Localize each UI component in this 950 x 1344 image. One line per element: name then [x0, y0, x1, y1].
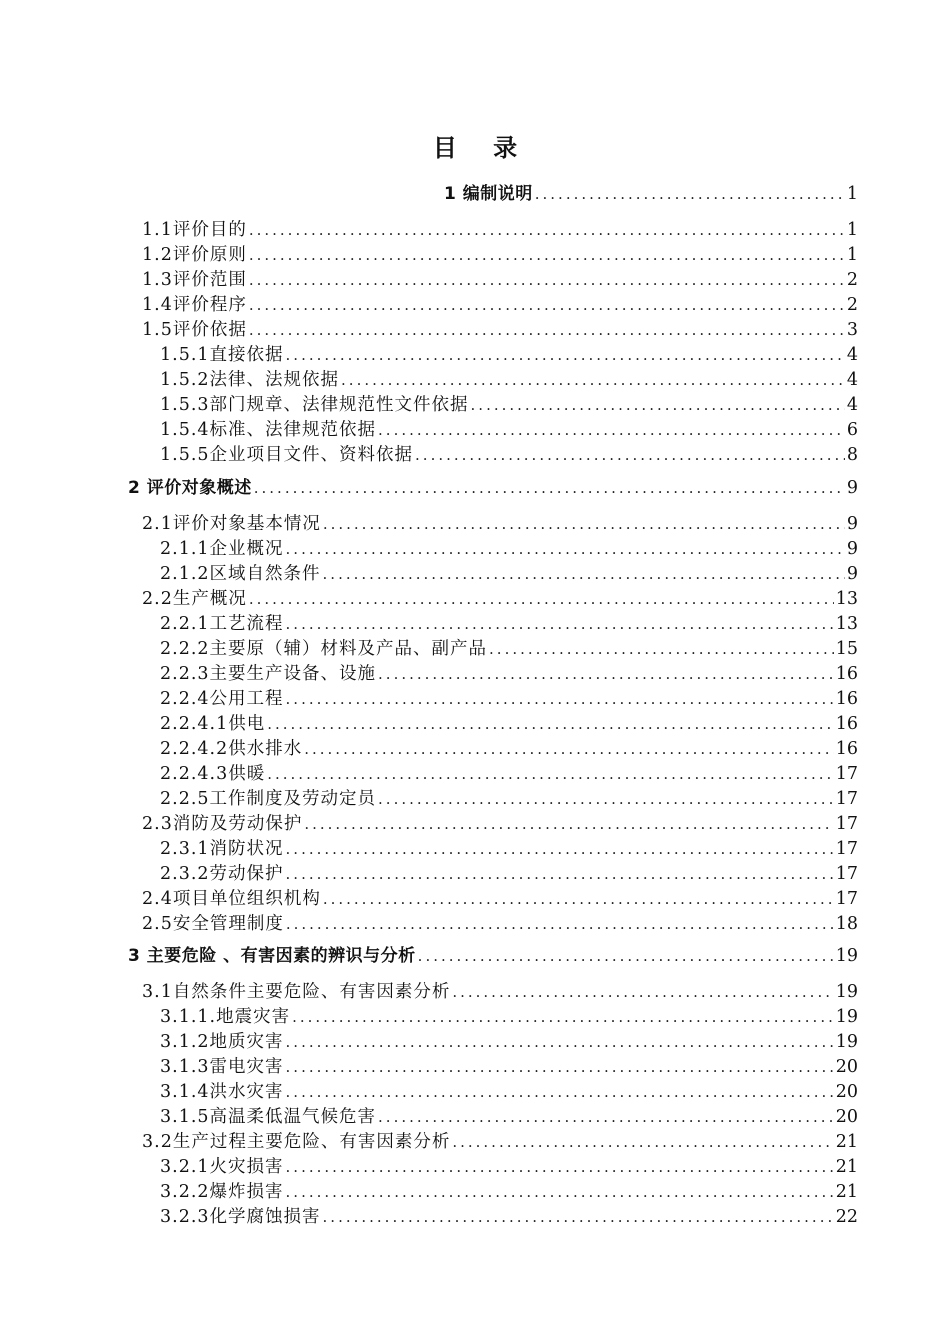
toc-entry[interactable] — [160, 1030, 858, 1054]
toc-entry-title: 1.5.3部门规章、法律规范性文件依据 — [160, 395, 469, 415]
toc-entry-title: 1.2评价原则 — [142, 245, 247, 265]
toc-entry[interactable] — [160, 1005, 858, 1029]
toc-entry-title: 3.1.1.地震灾害 — [160, 1007, 291, 1027]
toc-page-number: 8 — [846, 445, 858, 465]
toc-leader-dots — [304, 812, 833, 836]
toc-leader-dots — [378, 418, 845, 442]
toc-entry-title: 1.1评价目的 — [142, 220, 247, 240]
toc-page-number: 20 — [835, 1082, 858, 1102]
toc-leader-dots — [249, 587, 834, 611]
toc-entry-title: 1.5评价依据 — [142, 320, 247, 340]
toc-entry[interactable] — [160, 687, 858, 711]
toc-leader-dots — [323, 887, 834, 911]
toc-leader-dots — [286, 1055, 834, 1079]
toc-entry-title: 3.1.3雷电灾害 — [160, 1057, 284, 1077]
toc-page-number: 22 — [835, 1207, 858, 1227]
toc-page-number: 4 — [846, 395, 858, 415]
toc-entry-title: 2.5安全管理制度 — [142, 914, 284, 934]
toc-page-number: 1 — [846, 245, 858, 265]
toc-entry[interactable] — [142, 912, 858, 936]
toc-chapter-entry[interactable] — [128, 944, 858, 968]
toc-leader-dots — [292, 1005, 834, 1029]
toc-page-number: 16 — [835, 689, 858, 709]
toc-leader-dots — [249, 293, 845, 317]
toc-entry[interactable] — [160, 787, 858, 811]
toc-page-number: 3 — [846, 320, 858, 340]
toc-leader-dots — [415, 443, 845, 467]
toc-page-number: 1 — [846, 220, 858, 240]
toc-leader-dots — [249, 243, 845, 267]
toc-entry[interactable] — [160, 443, 858, 467]
toc-leader-dots — [452, 1130, 833, 1154]
toc-entry[interactable] — [160, 343, 858, 367]
toc-leader-dots — [286, 537, 845, 561]
toc-entry[interactable] — [160, 562, 858, 586]
toc-leader-dots — [341, 368, 845, 392]
toc-entry[interactable] — [142, 1130, 858, 1154]
toc-entry[interactable] — [160, 1180, 858, 1204]
toc-entry-title: 2.2.4.3供暖 — [160, 764, 266, 784]
toc-page-number: 13 — [835, 589, 858, 609]
toc-entry-title: 2.4项目单位组织机构 — [142, 889, 321, 909]
toc-leader-dots — [452, 980, 833, 1004]
toc-entry-title: 2.2.3主要生产设备、设施 — [160, 664, 377, 684]
toc-page-number: 21 — [835, 1157, 858, 1177]
toc-page-number: 18 — [835, 914, 858, 934]
toc-entry[interactable] — [142, 318, 858, 342]
toc-entry[interactable] — [160, 1080, 858, 1104]
toc-leader-dots — [378, 1105, 834, 1129]
toc-leader-dots — [286, 862, 834, 886]
toc-leader-dots — [323, 512, 845, 536]
toc-entry-title: 2.2.2主要原（辅）材料及产品、副产品 — [160, 639, 488, 659]
toc-entry[interactable] — [142, 980, 858, 1004]
toc-entry-title: 3.2生产过程主要危险、有害因素分析 — [142, 1132, 451, 1152]
toc-leader-dots — [304, 737, 833, 761]
toc-entry[interactable] — [160, 1155, 858, 1179]
toc-entry[interactable] — [160, 837, 858, 861]
toc-entry[interactable] — [160, 368, 858, 392]
toc-entry-title: 3.1.2地质灾害 — [160, 1032, 284, 1052]
toc-entry-title: 2.1评价对象基本情况 — [142, 514, 321, 534]
toc-entry[interactable] — [160, 862, 858, 886]
toc-entry[interactable] — [160, 762, 858, 786]
toc-entry-title: 1 编制说明 — [444, 184, 533, 204]
toc-page-number: 21 — [835, 1132, 858, 1152]
toc-entry[interactable] — [160, 637, 858, 661]
toc-entry-title: 1.5.1直接依据 — [160, 345, 284, 365]
toc-leader-dots — [378, 787, 834, 811]
toc-page-number: 17 — [835, 889, 858, 909]
toc-leader-dots — [535, 182, 845, 206]
toc-leader-dots — [471, 393, 845, 417]
toc-entry-title: 1.4评价程序 — [142, 295, 247, 315]
toc-entry[interactable] — [160, 1055, 858, 1079]
toc-entry[interactable] — [160, 1205, 858, 1229]
toc-leader-dots — [286, 912, 834, 936]
toc-leader-dots — [323, 562, 845, 586]
toc-entry-title: 2.2.1工艺流程 — [160, 614, 284, 634]
toc-entry[interactable] — [142, 587, 858, 611]
toc-entry[interactable] — [160, 612, 858, 636]
toc-entry[interactable] — [142, 268, 858, 292]
toc-entry-title: 2.3.2劳动保护 — [160, 864, 284, 884]
toc-leader-dots — [254, 476, 845, 500]
toc-entry-title: 2.2.5工作制度及劳动定员 — [160, 789, 377, 809]
toc-page-number: 21 — [835, 1182, 858, 1202]
toc-page-number: 2 — [846, 295, 858, 315]
toc-page-number: 19 — [835, 982, 858, 1002]
toc-leader-dots — [286, 612, 834, 636]
toc-page-number: 9 — [846, 478, 858, 498]
toc-leader-dots — [286, 1030, 834, 1054]
toc-page-number: 16 — [835, 739, 858, 759]
toc-entry-title: 3.2.1火灾损害 — [160, 1157, 284, 1177]
toc-entry-title: 3.1.5高温柔低温气候危害 — [160, 1107, 377, 1127]
toc-entry-title: 1.5.4标准、法律规范依据 — [160, 420, 377, 440]
toc-page-number: 6 — [846, 420, 858, 440]
toc-entry-title: 3.2.2爆炸损害 — [160, 1182, 284, 1202]
toc-entry[interactable] — [160, 1105, 858, 1129]
toc-page-number: 9 — [846, 539, 858, 559]
toc-page-number: 19 — [835, 1032, 858, 1052]
toc-entry-title: 1.5.5企业项目文件、资料依据 — [160, 445, 414, 465]
toc-page-number: 1 — [846, 184, 858, 204]
toc-entry[interactable] — [160, 662, 858, 686]
toc-entry-title: 3 主要危险 、有害因素的辨识与分析 — [128, 946, 416, 966]
toc-chapter-entry[interactable] — [128, 476, 858, 500]
toc-page-number: 17 — [835, 764, 858, 784]
toc-entry-title: 2.1.2区域自然条件 — [160, 564, 321, 584]
toc-page-number: 9 — [846, 514, 858, 534]
toc-page-number: 20 — [835, 1107, 858, 1127]
toc-page-number: 16 — [835, 714, 858, 734]
toc-leader-dots — [378, 662, 834, 686]
toc-page-number: 9 — [846, 564, 858, 584]
toc-entry-title: 2.2.4.1供电 — [160, 714, 266, 734]
toc-entry-title: 2.1.1企业概况 — [160, 539, 284, 559]
toc-entry[interactable] — [160, 418, 858, 442]
toc-page-number: 19 — [835, 1007, 858, 1027]
toc-entry-title: 2.2生产概况 — [142, 589, 247, 609]
toc-page-number: 15 — [835, 639, 858, 659]
toc-entry-title: 2 评价对象概述 — [128, 478, 252, 498]
toc-entry[interactable] — [142, 887, 858, 911]
toc-leader-dots — [489, 637, 834, 661]
toc-leader-dots — [286, 837, 834, 861]
toc-entry[interactable] — [142, 512, 858, 536]
toc-entry-title: 3.1自然条件主要危险、有害因素分析 — [142, 982, 451, 1002]
toc-entry-title: 2.3.1消防状况 — [160, 839, 284, 859]
toc-leader-dots — [323, 1205, 834, 1229]
toc-entry[interactable] — [142, 293, 858, 317]
toc-entry-title: 1.3评价范围 — [142, 270, 247, 290]
toc-leader-dots — [249, 268, 845, 292]
toc-page-number: 17 — [835, 864, 858, 884]
toc-page-number: 20 — [835, 1057, 858, 1077]
toc-leader-dots — [249, 218, 845, 242]
toc-entry-title: 1.5.2法律、法规依据 — [160, 370, 340, 390]
toc-leader-dots — [286, 1180, 834, 1204]
toc-page-number: 2 — [846, 270, 858, 290]
toc-entry-title: 3.1.4洪水灾害 — [160, 1082, 284, 1102]
toc-leader-dots — [418, 944, 834, 968]
toc-leader-dots — [286, 1080, 834, 1104]
toc-entry[interactable] — [142, 218, 858, 242]
toc-page-number: 17 — [835, 789, 858, 809]
toc-entry[interactable] — [160, 537, 858, 561]
toc-page-number: 19 — [835, 946, 858, 966]
toc-page-number: 17 — [835, 839, 858, 859]
toc-page-number: 4 — [846, 370, 858, 390]
toc-entry[interactable] — [160, 712, 858, 736]
toc-entry-title: 3.2.3化学腐蚀损害 — [160, 1207, 321, 1227]
toc-leader-dots — [267, 762, 833, 786]
toc-leader-dots — [267, 712, 833, 736]
toc-page-number: 13 — [835, 614, 858, 634]
toc-leader-dots — [249, 318, 845, 342]
toc-entry[interactable] — [142, 812, 858, 836]
toc-entry-title: 2.2.4公用工程 — [160, 689, 284, 709]
toc-leader-dots — [286, 1155, 834, 1179]
toc-page-number: 16 — [835, 664, 858, 684]
toc-entry[interactable] — [142, 243, 858, 267]
toc-entry-title: 2.2.4.2供水排水 — [160, 739, 303, 759]
toc-chapter-entry[interactable] — [444, 182, 858, 206]
toc-entry[interactable] — [160, 737, 858, 761]
toc-entry[interactable] — [160, 393, 858, 417]
toc-leader-dots — [286, 687, 834, 711]
toc-page-number: 17 — [835, 814, 858, 834]
toc-leader-dots — [286, 343, 845, 367]
toc-entry-title: 2.3消防及劳动保护 — [142, 814, 303, 834]
toc-page-number: 4 — [846, 345, 858, 365]
page-title: 目 录 — [432, 134, 532, 162]
